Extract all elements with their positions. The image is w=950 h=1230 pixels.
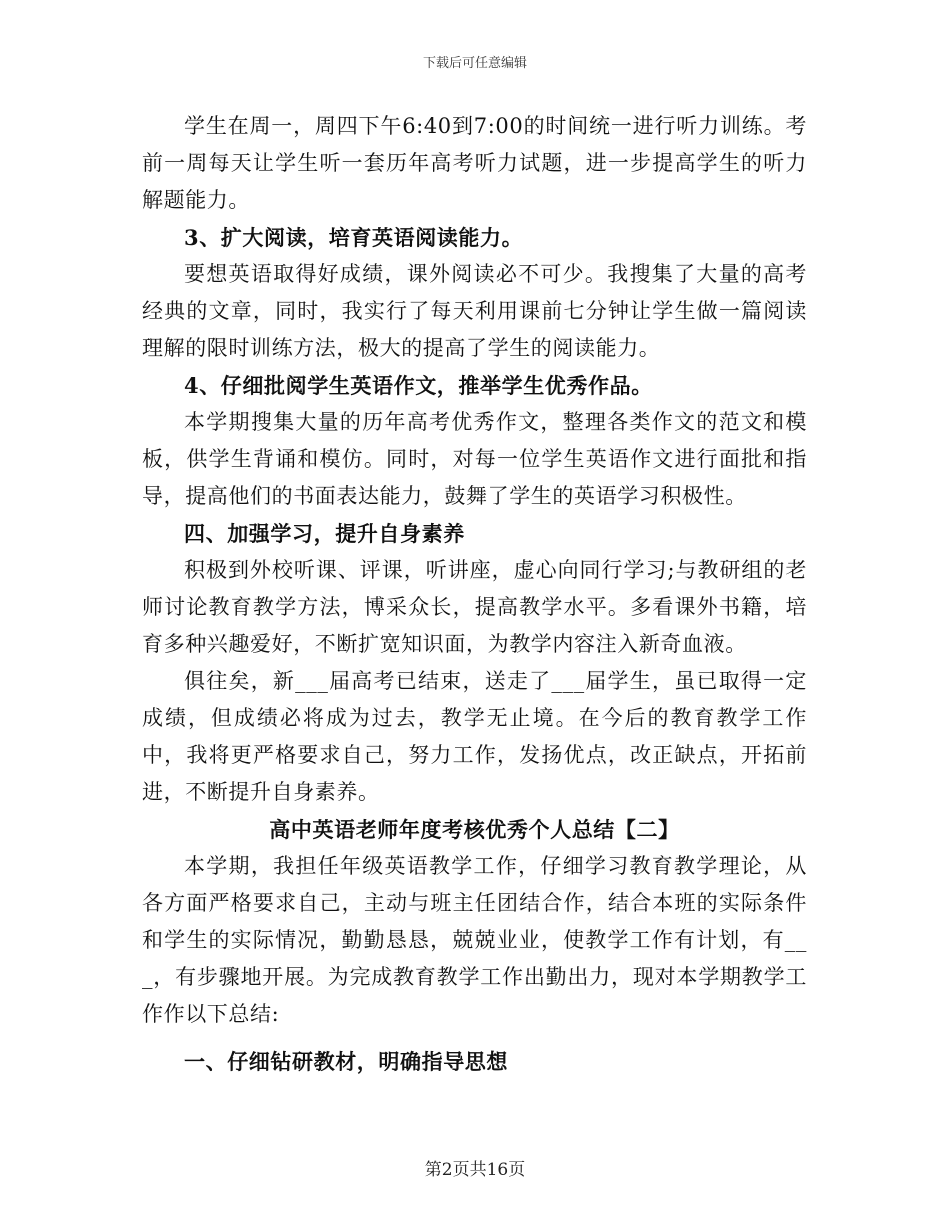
page-number: 第2页共16页: [424, 1160, 526, 1180]
section-heading-study-materials: 一、仔细钻研教材，明确指导思想: [184, 1049, 508, 1074]
paragraph-reading: 要想英语取得好成绩，课外阅读必不可少。我搜集了大量的高考经典的文章，同时，我实行了每天利用课前七分钟让学生做一篇阅读理解的限时训练方法，极大的提高了学生的阅读能力。: [142, 262, 807, 360]
section-heading-writing: 4、仔细批阅学生英语作文，推举学生优秀作品。: [184, 373, 653, 398]
section-heading-self-study: 四、加强学习，提升自身素养: [184, 521, 465, 546]
paragraph-listening-training: 学生在周一，周四下午6:40到7:00的时间统一进行听力训练。考前一周每天让学生听一套历年高考听力试题，进一步提高学生的听力解题能力。: [142, 114, 807, 212]
document-body: [142, 108, 807, 1080]
document-title-part-two: 高中英语老师年度考核优秀个人总结【二】: [269, 817, 680, 842]
paragraph-self-study: 积极到外校听课、评课，听讲座，虚心向同行学习;与教研组的老师讨论教育教学方法，博采众长，提高教学水平。多看课外书籍，培育多种兴趣爱好，不断扩宽知识面，为教学内容注入新奇血液。: [142, 558, 807, 656]
paragraph-conclusion: 俱往矣，新___届高考已结束，送走了___届学生，虽已取得一定成绩，但成绩必将成为过去，教学无止境。在今后的教育教学工作中，我将更严格要求自己，努力工作，发扬优点，改正缺点，开拓前进，不断提升自身素养。: [142, 669, 807, 804]
page-header: 下载后可任意编辑: [422, 56, 527, 71]
paragraph-intro-part-two: 本学期，我担任年级英语教学工作，仔细学习教育教学理论，从各方面严格要求自己，主动与班主任团结合作，结合本班的实际条件和学生的实际情况，勤勤恳恳，兢兢业业，使教学工作有计划，有___，有步骤地开展。为完成教育教学工作出勤出力，现对本学期教学工作作以下总结:: [142, 854, 807, 1026]
paragraph-writing: 本学期搜集大量的历年高考优秀作文，整理各类作文的范文和模板，供学生背诵和模仿。同时，对每一位学生英语作文进行面批和指导，提高他们的书面表达能力，鼓舞了学生的英语学习积极性。: [142, 410, 807, 508]
section-heading-reading: 3、扩大阅读，培育英语阅读能力。: [184, 225, 524, 250]
